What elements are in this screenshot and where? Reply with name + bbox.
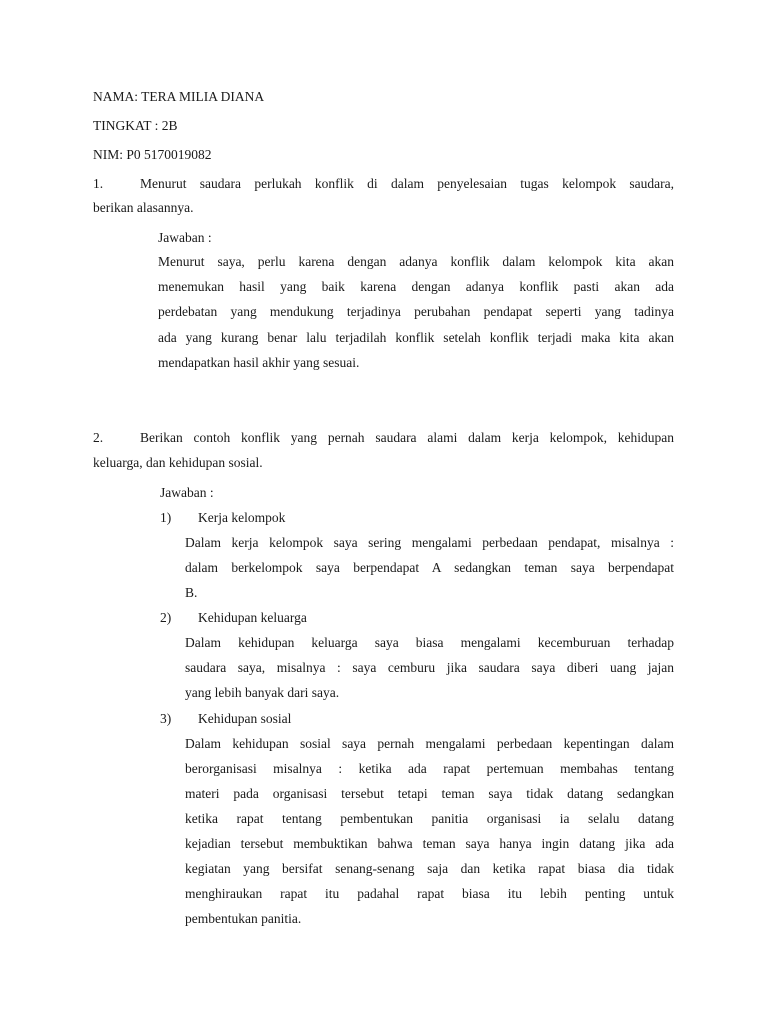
q2-line-1: Berikan contoh konflik yang pernah saudara alami dalam kerja kelompok, kehidupan <box>140 430 674 445</box>
q2-number: 2. <box>93 430 104 445</box>
q1-answer-line: mendapatkan hasil akhir yang sesuai. <box>158 355 360 370</box>
list-item-line: Dalam kehidupan keluarga saya biasa mengalami kecemburuan terhadap <box>185 635 674 650</box>
q2-line-2: keluarga, dan kehidupan sosial. <box>93 455 263 470</box>
q1-answer-line: ada yang kurang benar lalu terjadilah konflik setelah konflik terjadi maka kita akan <box>158 330 674 345</box>
q1-line-2: berikan alasannya. <box>93 200 194 215</box>
q1-answer-line: Menurut saya, perlu karena dengan adanya konflik dalam kelompok kita akan <box>158 254 674 269</box>
list-item-line: pembentukan panitia. <box>185 911 302 926</box>
student-level: TINGKAT : 2B <box>93 118 178 133</box>
q1-answer-line: perdebatan yang mendukung terjadinya perubahan pendapat seperti yang tadinya <box>158 304 674 319</box>
q1-answer-label: Jawaban : <box>158 230 212 245</box>
list-item-number: 2) <box>160 610 172 625</box>
q1-line-1: Menurut saudara perlukah konflik di dalam penyelesaian tugas kelompok saudara, <box>140 176 674 191</box>
list-item-line: materi pada organisasi tersebut tetapi teman saya tidak datang sedangkan <box>185 786 674 801</box>
list-item-number: 3) <box>160 711 172 726</box>
list-item-line: kegiatan yang bersifat senang-senang saja dan ketika rapat biasa dia tidak <box>185 861 674 876</box>
list-item-line: kejadian tersebut membuktikan bahwa teman saya hanya ingin datang jika ada <box>185 836 674 851</box>
list-item-line: dalam berkelompok saya berpendapat A sedangkan teman saya berpendapat <box>185 560 674 575</box>
list-item-title: Kehidupan sosial <box>198 711 292 726</box>
q2-answer-label: Jawaban : <box>160 485 214 500</box>
list-item-line: berorganisasi misalnya : ketika ada rapat pertemuan membahas tentang <box>185 761 674 776</box>
list-item-title: Kerja kelompok <box>198 510 286 525</box>
list-item-title: Kehidupan keluarga <box>198 610 307 625</box>
list-item-line: menghiraukan rapat itu padahal rapat biasa itu lebih penting untuk <box>185 886 674 901</box>
list-item-line: saudara saya, misalnya : saya cemburu jika saudara saya diberi uang jajan <box>185 660 674 675</box>
list-item-line: Dalam kerja kelompok saya sering mengalami perbedaan pendapat, misalnya : <box>185 535 674 550</box>
list-item-line: ketika rapat tentang pembentukan panitia organisasi ia selalu datang <box>185 811 674 826</box>
student-name: NAMA: TERA MILIA DIANA <box>93 89 265 104</box>
list-item-line: B. <box>185 585 198 600</box>
q1-answer-line: menemukan hasil yang baik karena dengan adanya konflik pasti akan ada <box>158 279 674 294</box>
q1-number: 1. <box>93 176 104 191</box>
list-item-number: 1) <box>160 510 172 525</box>
list-item-line: yang lebih banyak dari saya. <box>185 685 340 700</box>
student-nim: NIM: P0 5170019082 <box>93 147 212 162</box>
list-item-line: Dalam kehidupan sosial saya pernah mengalami perbedaan kepentingan dalam <box>185 736 674 751</box>
